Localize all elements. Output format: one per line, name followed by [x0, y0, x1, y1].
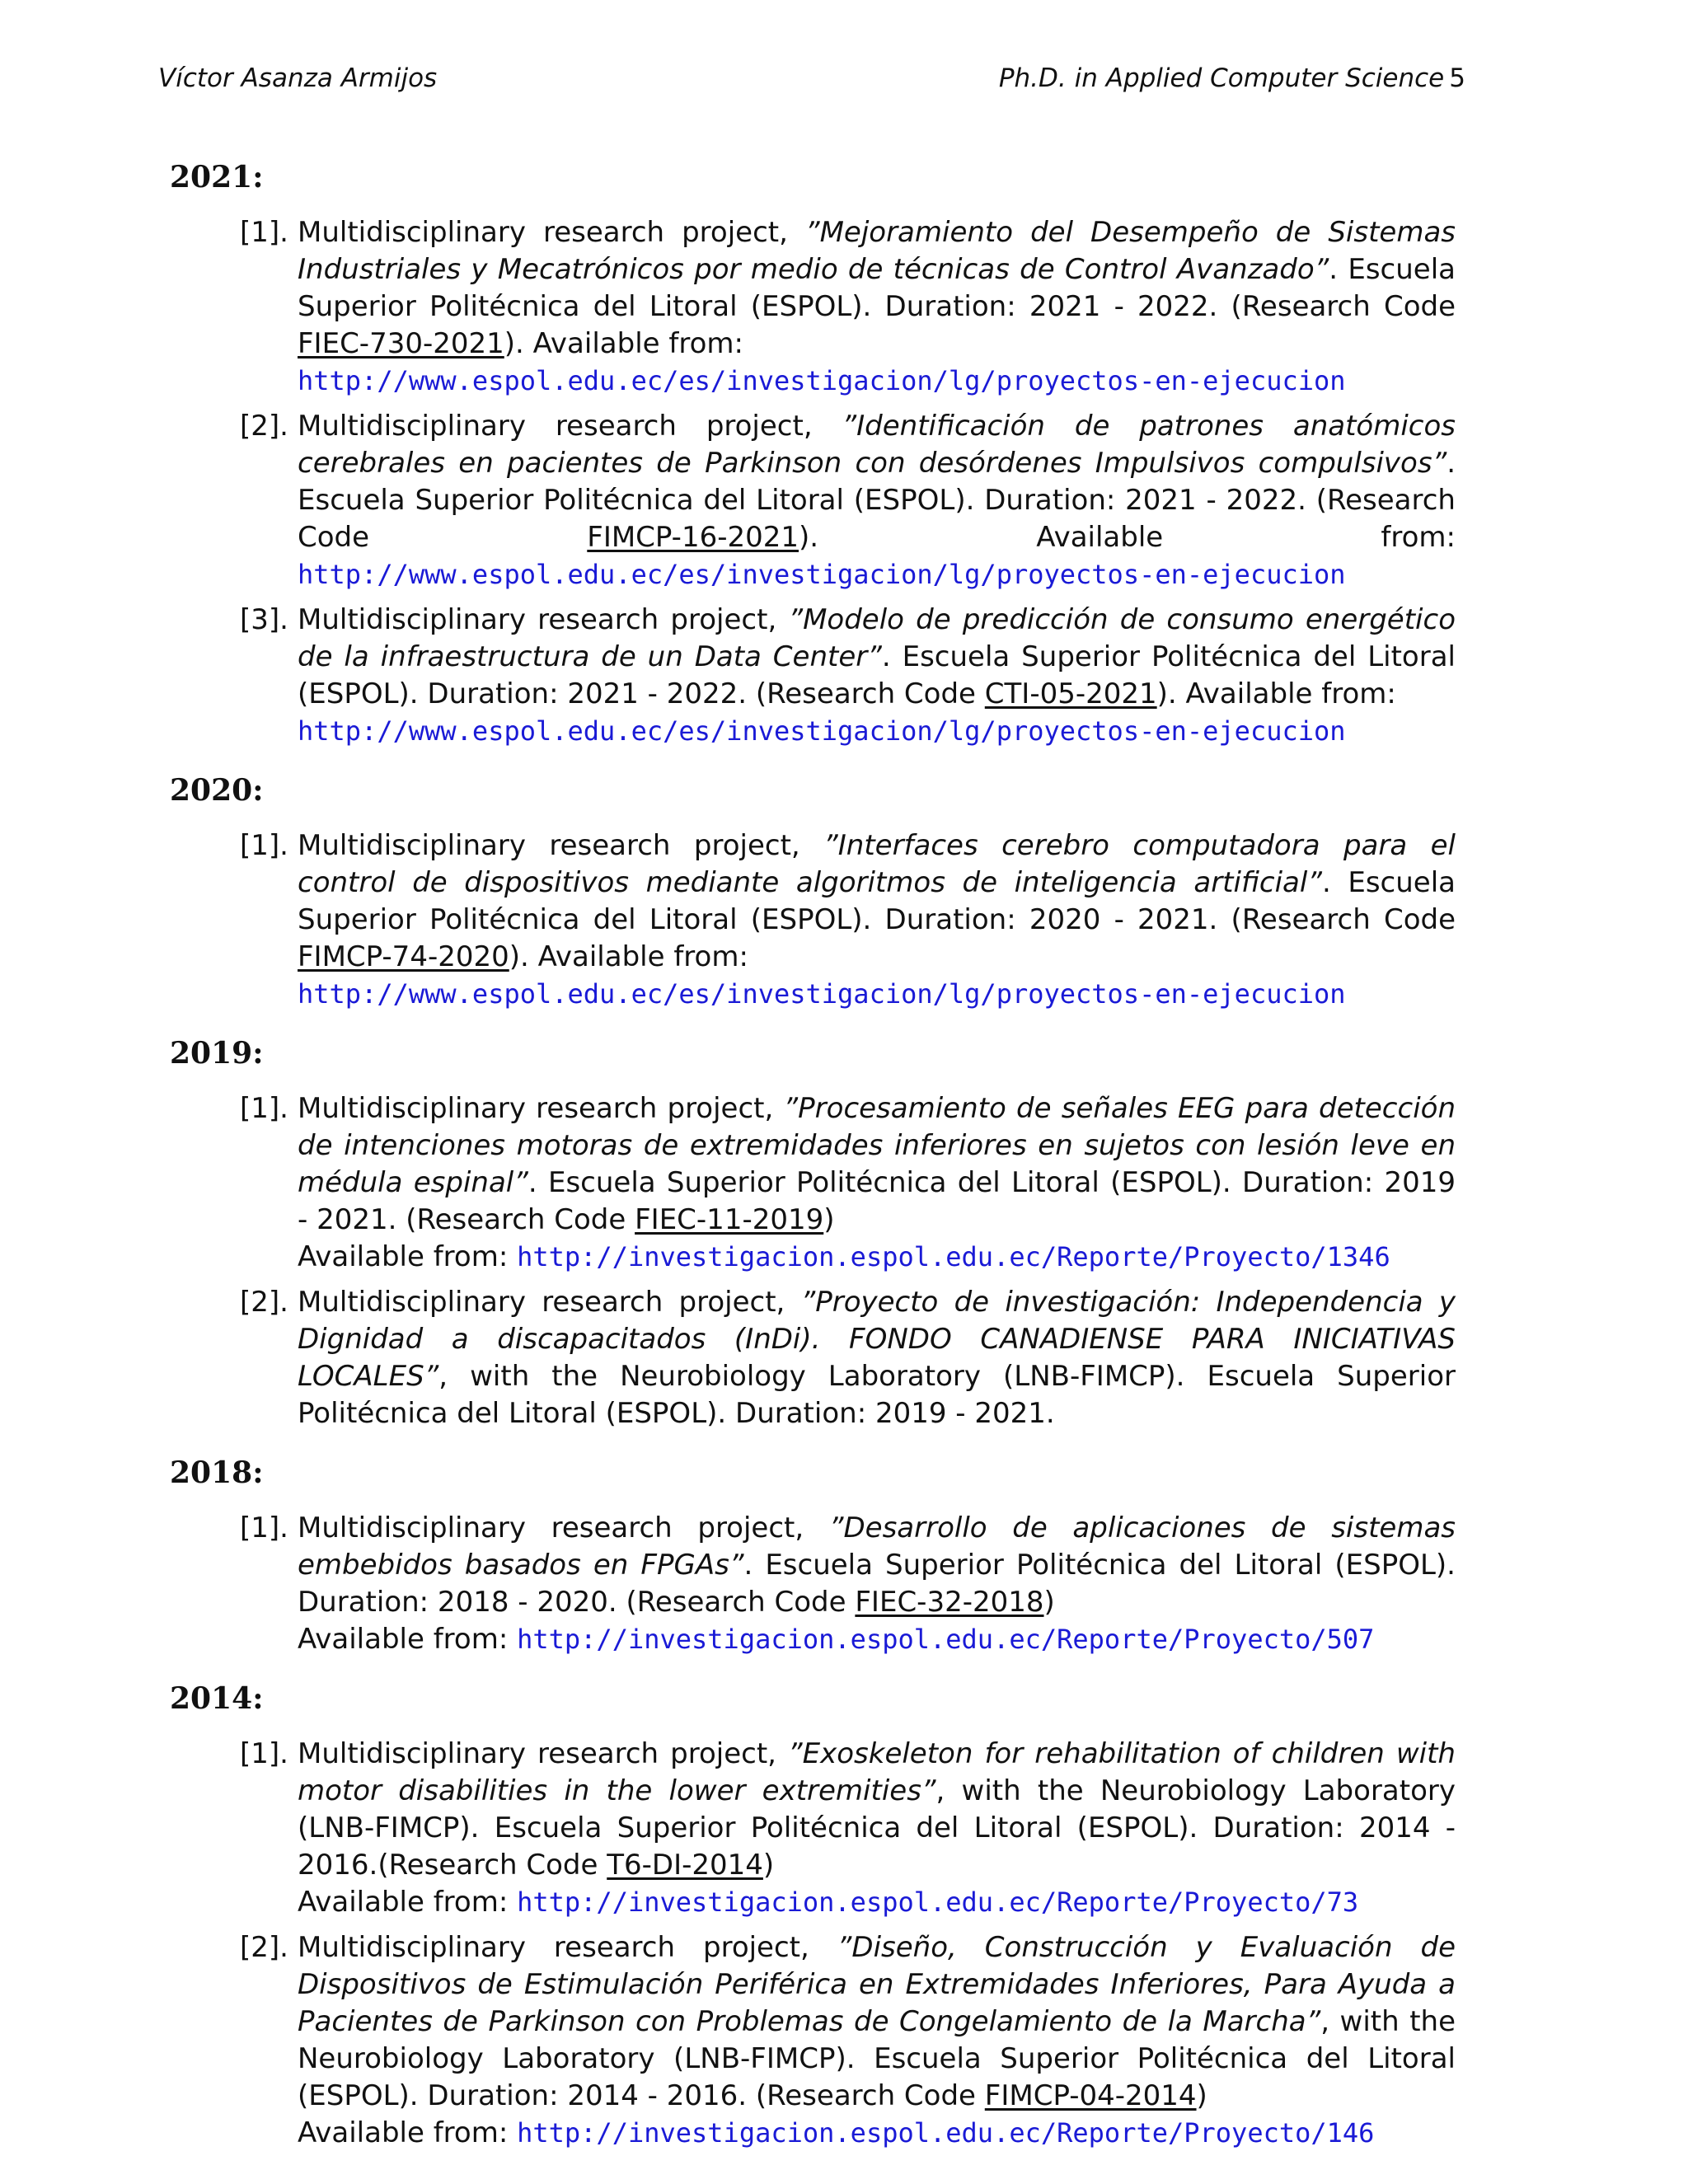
entry-intro: Multidisciplinary research project, [298, 829, 824, 862]
entry-intro: Multidisciplinary research project, [298, 216, 805, 249]
available-label: Available from: [298, 2116, 518, 2149]
entry-body: . Escuela Superior Politécnica del Litoral (ESPOL). Duration: 2018 - 2020. (Research Code [298, 1549, 1456, 1619]
entry-list [170, 827, 1456, 1013]
research-code: FIMCP-74-2020 [298, 940, 509, 973]
entry-body: , with the Neurobiology Laboratory (LNB-FIMCP). Escuela Superior Politécnica del Litoral (ESPOL). Duration: 2014 - 2016. (Research Code [298, 2005, 1456, 2112]
list-item [170, 1736, 1456, 1921]
year-heading: 2020: [170, 773, 264, 808]
year-heading: 2014: [170, 1681, 264, 1716]
research-projects-list [170, 158, 1456, 2173]
entry-title: ”Modelo de predicción de consumo energético de la infraestructura de un Data Center” [298, 603, 1456, 673]
year-section [170, 1034, 1456, 1432]
entry-intro: Multidisciplinary research project, [298, 1931, 837, 1964]
entry-number: [2]. [240, 410, 288, 443]
entry-after: ). Available from: [504, 327, 743, 360]
entry-number: [1]. [240, 829, 288, 862]
project-link[interactable]: http://investigacion.espol.edu.ec/Reporte/Proyecto/146 [517, 2117, 1375, 2149]
research-code: FIEC-11-2019 [635, 1203, 824, 1236]
entry-intro: Multidisciplinary research project, [298, 1511, 829, 1544]
entry-body: . Escuela Superior Politécnica del Litoral (ESPOL). Duration: 2020 - 2021. (Research Code [298, 866, 1456, 936]
entry-intro: Multidisciplinary research project, [298, 1092, 784, 1125]
entry-title: ”Identificación de patrones anatómicos cerebrales en pacientes de Parkinson con desórdenes Impulsivos compulsivos” [298, 410, 1456, 480]
entry-body: . Escuela Superior Politécnica del Litoral (ESPOL). Duration: 2021 - 2022. (Research Code [298, 640, 1456, 710]
entry-after: ). Available from: [799, 521, 1456, 554]
entry-title: ”Interfaces cerebro computadora para el control de dispositivos mediante algoritmos de inteligencia artificial” [298, 829, 1456, 899]
entry-intro: Multidisciplinary research project, [298, 1737, 789, 1770]
list-item [170, 1284, 1456, 1432]
project-link[interactable]: http://www.espol.edu.ec/es/investigacion/lg/proyectos-en-ejecucion [298, 715, 1346, 747]
entry-after: ) [1196, 2079, 1207, 2112]
entry-list [170, 1090, 1456, 1432]
entry-title: ”Mejoramiento del Desempeño de Sistemas Industriales y Mecatrónicos por medio de técnicas de Control Avanzado” [298, 216, 1456, 286]
entry-after: ) [1043, 1586, 1055, 1619]
entry-list [170, 1510, 1456, 1658]
entry-list [170, 1736, 1456, 2152]
entry-title: ”Desarrollo de aplicaciones de sistemas embebidos basados en FPGAs” [298, 1511, 1456, 1582]
entry-list [170, 214, 1456, 750]
entry-after: ). Available from: [1156, 677, 1396, 710]
year-section [170, 158, 1456, 750]
entry-number: [1]. [240, 1737, 288, 1770]
list-item [170, 827, 1456, 1013]
entry-title: ”Exoskeleton for rehabilitation of children with motor disabilities in the lower extremities” [298, 1737, 1456, 1807]
entry-number: [1]. [240, 1511, 288, 1544]
entry-body: . Escuela Superior Politécnica del Litoral (ESPOL). Duration: 2021 - 2022. (Research Code [298, 447, 1456, 554]
year-heading: 2018: [170, 1455, 264, 1490]
entry-title: ”Diseño, Construcción y Evaluación de Dispositivos de Estimulación Periférica en Extremidades Inferiores, Para Ayuda a Pacientes de Parkinson con Problemas de Congelamiento de la Marcha” [298, 1931, 1456, 2038]
list-item [170, 1510, 1456, 1658]
year-label: 2014 [170, 1681, 253, 1716]
year-section [170, 1454, 1456, 1658]
page-number: 5 [1449, 63, 1465, 93]
year-label: 2018 [170, 1455, 253, 1490]
entry-number: [2]. [240, 1931, 288, 1964]
entry-intro: Multidisciplinary research project, [298, 410, 842, 443]
research-code: FIEC-32-2018 [855, 1586, 1044, 1619]
list-item [170, 408, 1456, 593]
project-link[interactable]: http://www.espol.edu.ec/es/investigacion/lg/proyectos-en-ejecucion [298, 559, 1346, 590]
research-code: T6-DI-2014 [607, 1849, 763, 1882]
project-link[interactable]: http://www.espol.edu.ec/es/investigacion/lg/proyectos-en-ejecucion [298, 978, 1346, 1010]
entry-number: [2]. [240, 1286, 288, 1319]
project-link[interactable]: http://investigacion.espol.edu.ec/Reporte/Proyecto/1346 [517, 1241, 1390, 1272]
entry-intro: Multidisciplinary research project, [298, 1286, 801, 1319]
entry-number: [1]. [240, 216, 288, 249]
page-header [158, 59, 1465, 97]
entry-number: [1]. [240, 1092, 288, 1125]
project-link[interactable]: http://investigacion.espol.edu.ec/Reporte/Proyecto/73 [517, 1886, 1359, 1918]
year-section [170, 771, 1456, 1013]
available-label: Available from: [298, 1886, 518, 1919]
entry-body: . Escuela Superior Politécnica del Litoral (ESPOL). Duration: 2019 - 2021. (Research Code [298, 1166, 1456, 1236]
entry-intro: Multidisciplinary research project, [298, 603, 789, 636]
year-section [170, 1680, 1456, 2152]
entry-title: ”Proyecto de investigación: Independencia y Dignidad a discapacitados (InDi). FONDO CANADIENSE PARA INICIATIVAS LOCALES” [298, 1286, 1456, 1393]
entry-body: . Escuela Superior Politécnica del Litoral (ESPOL). Duration: 2021 - 2022. (Research Code [298, 253, 1456, 323]
entry-body: , with the Neurobiology Laboratory (LNB-FIMCP). Escuela Superior Politécnica del Litoral (ESPOL). Duration: 2019 - 2021. [298, 1360, 1456, 1430]
research-code: FIEC-730-2021 [298, 327, 504, 360]
project-link[interactable]: http://www.espol.edu.ec/es/investigacion/lg/proyectos-en-ejecucion [298, 365, 1346, 396]
year-label: 2019 [170, 1036, 253, 1071]
header-author: Víctor Asanza Armijos [158, 63, 438, 93]
list-item [170, 1090, 1456, 1276]
entry-body: , with the Neurobiology Laboratory (LNB-FIMCP). Escuela Superior Politécnica del Litoral (ESPOL). Duration: 2014 - 2016.(Research Code [298, 1774, 1456, 1882]
entry-number: [3]. [240, 603, 288, 636]
year-heading: 2021: [170, 160, 264, 194]
header-right [999, 63, 1465, 93]
available-label: Available from: [298, 1623, 518, 1656]
list-item [170, 214, 1456, 400]
entry-after: ). Available from: [509, 940, 748, 973]
list-item [170, 1929, 1456, 2152]
header-program: Ph.D. in Applied Computer Science [998, 63, 1445, 93]
entry-after: ) [762, 1849, 775, 1882]
project-link[interactable]: http://investigacion.espol.edu.ec/Reporte/Proyecto/507 [517, 1624, 1375, 1655]
year-label: 2020 [170, 773, 253, 808]
available-label: Available from: [298, 1240, 518, 1273]
research-code: CTI-05-2021 [984, 677, 1157, 710]
year-label: 2021 [170, 160, 253, 194]
research-code: FIMCP-16-2021 [587, 521, 799, 554]
entry-title: ”Procesamiento de señales EEG para detección de intenciones motoras de extremidades inferiores en sujetos con lesión leve en médula espinal” [298, 1092, 1456, 1199]
entry-after: ) [823, 1203, 835, 1236]
list-item [170, 602, 1456, 750]
research-code: FIMCP-04-2014 [984, 2079, 1197, 2112]
year-heading: 2019: [170, 1036, 264, 1071]
